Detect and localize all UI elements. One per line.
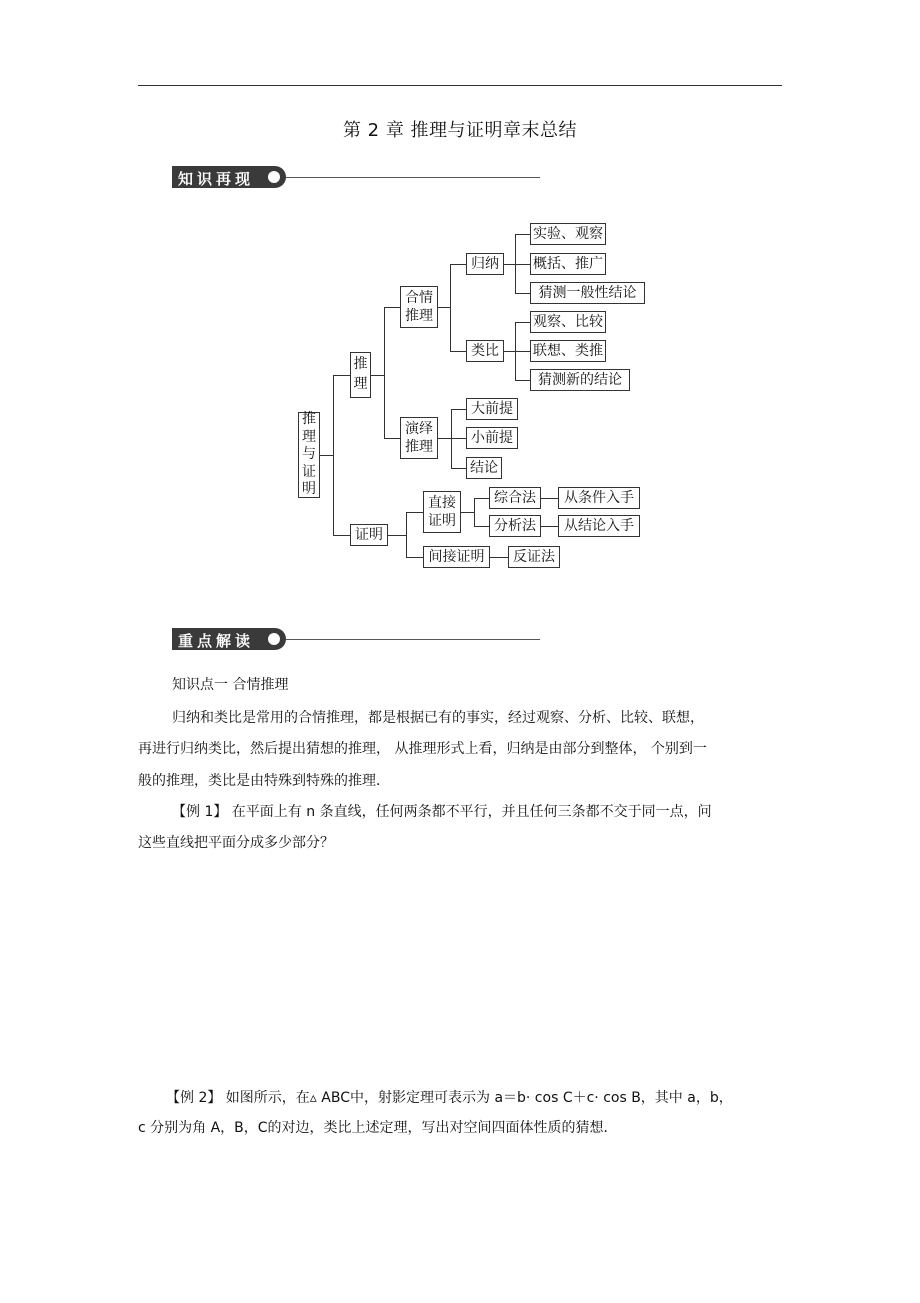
- node-deductive-reasoning: 演绎推理: [400, 417, 438, 459]
- paragraph-line: 般的推理，类比是由特殊到特殊的推理．: [138, 773, 390, 789]
- node-observe-compare: 观察、比较: [530, 311, 606, 333]
- node-from-conclusion: 从结论入手: [558, 515, 640, 537]
- node-guess-general: 猜测一般性结论: [530, 282, 645, 304]
- node-analogy: 类比: [466, 340, 504, 362]
- example-2-line: c 分别为角 A，B，C的对边，类比上述定理，写出对空间四面体性质的猜想．: [138, 1120, 618, 1136]
- node-reasoning-and-proof: 推理与证明: [298, 412, 320, 498]
- connector: [438, 307, 450, 308]
- connector: [490, 557, 508, 558]
- connector: [451, 438, 466, 439]
- section-tag: [172, 628, 286, 650]
- connector: [451, 409, 466, 410]
- section-rule: [286, 177, 540, 178]
- node-guess-new: 猜测新的结论: [530, 369, 630, 391]
- bullet-dot-icon: [268, 633, 280, 645]
- connector: [320, 455, 333, 456]
- connector: [474, 498, 489, 499]
- node-minor-premise: 小前提: [466, 427, 518, 449]
- node-plausible-reasoning: 合情推理: [400, 286, 438, 328]
- node-induction: 归纳: [466, 253, 504, 275]
- bullet-dot-icon: [268, 171, 280, 183]
- node-direct-proof: 直接证明: [423, 491, 461, 533]
- connector: [541, 526, 558, 527]
- connector: [450, 264, 451, 351]
- example-1-line: 这些直线把平面分成多少部分？: [138, 835, 334, 851]
- node-synthetic-method: 综合法: [489, 487, 541, 509]
- node-associate: 联想、类推: [530, 340, 606, 362]
- connector: [504, 264, 515, 265]
- connector: [333, 375, 350, 376]
- connector: [504, 351, 515, 352]
- connector: [541, 498, 558, 499]
- node-generalize: 概括、推广: [530, 253, 606, 275]
- connector: [451, 468, 466, 469]
- node-reasoning: 推理: [350, 352, 371, 398]
- connector: [515, 293, 530, 294]
- connector: [450, 351, 466, 352]
- connector: [384, 307, 385, 438]
- node-from-condition: 从条件入手: [558, 487, 640, 509]
- connector: [515, 322, 530, 323]
- connector: [406, 512, 407, 557]
- node-major-premise: 大前提: [466, 398, 518, 420]
- connector: [474, 526, 489, 527]
- connector: [388, 535, 406, 536]
- connector: [333, 375, 334, 535]
- node-conclusion: 结论: [466, 457, 502, 479]
- connector: [438, 438, 451, 439]
- connector: [474, 498, 475, 526]
- connector: [515, 351, 530, 352]
- connector: [384, 307, 400, 308]
- example-1-line: 【例 1】 在平面上有 n 条直线，任何两条都不平行，并且任何三条都不交于同一点，问: [172, 804, 712, 820]
- connector: [371, 375, 384, 376]
- paragraph-line: 再进行归纳类比，然后提出猜想的推理， 从推理形式上看，归纳是由部分到整体， 个别到一: [138, 741, 707, 757]
- connector: [406, 557, 423, 558]
- connector: [450, 264, 466, 265]
- node-analytic-method: 分析法: [489, 515, 541, 537]
- node-proof-by-contradiction: 反证法: [508, 546, 560, 568]
- connector: [515, 264, 530, 265]
- connector: [515, 234, 530, 235]
- node-experiment-observe: 实验、观察: [530, 223, 606, 245]
- page-title: 第 2 章 推理与证明章末总结: [342, 120, 578, 141]
- top-rule: [138, 85, 782, 86]
- node-indirect-proof: 间接证明: [423, 546, 490, 568]
- section-title: 知识再现: [178, 170, 255, 188]
- example-2-line: 【例 2】 如图所示，在▵ ABC中，射影定理可表示为 a＝b· cos C＋c· cos B，其中 a，b，: [166, 1090, 733, 1106]
- connector: [406, 512, 423, 513]
- connector: [333, 535, 350, 536]
- knowledge-point-heading: 知识点一 合情推理: [172, 677, 289, 693]
- node-proof: 证明: [350, 524, 388, 546]
- paragraph-line: 归纳和类比是常用的合情推理，都是根据已有的事实，经过观察、分析、比较、联想，: [172, 710, 704, 726]
- section-tag: [172, 166, 286, 188]
- connector: [461, 512, 474, 513]
- section-title: 重点解读: [178, 632, 255, 650]
- section-rule: [286, 639, 540, 640]
- connector: [384, 438, 400, 439]
- connector: [515, 380, 530, 381]
